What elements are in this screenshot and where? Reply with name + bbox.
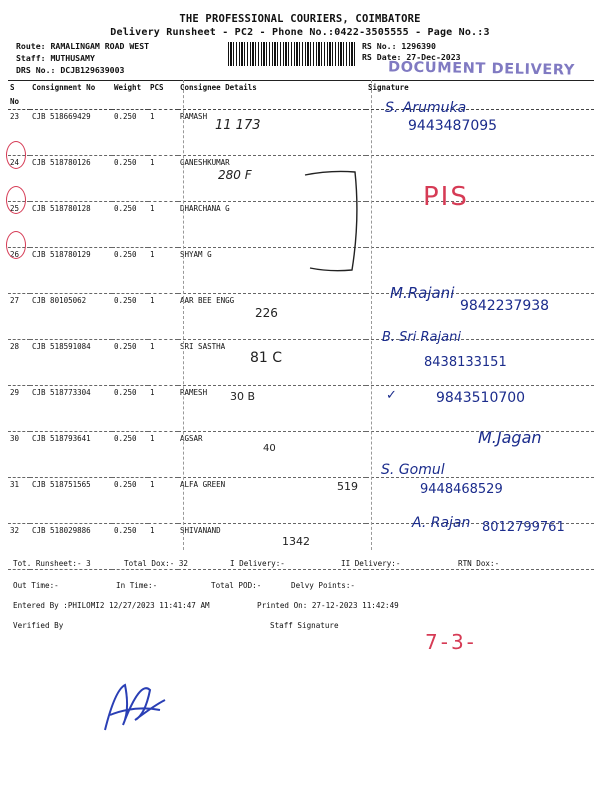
cell-weight: 0.250 — [112, 386, 148, 432]
handwritten-signature: M.Rajani — [390, 284, 455, 302]
handwritten-address: 1342 — [282, 535, 310, 548]
barcode — [228, 42, 356, 66]
handwritten-address: 81 C — [250, 350, 283, 366]
cell-weight: 0.250 — [112, 478, 148, 524]
rtn-dox: RTN Dox:- — [458, 559, 500, 568]
column-divider — [183, 80, 184, 550]
route-label: Route: RAMALINGAM ROAD WEST — [16, 41, 150, 51]
cell-consignee: RAMASH — [178, 110, 366, 156]
handwritten-bracket — [300, 140, 370, 280]
cell-consignee: AAR BEE ENGG — [178, 294, 366, 340]
handwritten-address: 40 — [263, 443, 276, 454]
handwritten-address: 30 B — [230, 390, 256, 403]
entered-by: Entered By :PHILOMI2 12/27/2023 11:41:47 AM — [13, 601, 210, 610]
cell-sno: 23 — [8, 110, 30, 156]
cell-consignment: CJB 518773304 — [30, 386, 112, 432]
cell-weight: 0.250 — [112, 294, 148, 340]
handwritten-phone: 9443487095 — [408, 118, 498, 134]
runsheet-subtitle: Delivery Runsheet - PC2 - Phone No.:0422-3505555 - Page No.:3 — [110, 27, 490, 38]
cell-pcs: 1 — [148, 478, 178, 524]
cell-weight: 0.250 — [112, 156, 148, 202]
table-row — [8, 478, 594, 524]
handwritten-address: 280 F — [218, 168, 252, 182]
cell-consignee: SHIVANAND — [178, 524, 366, 570]
cell-pcs: 1 — [148, 386, 178, 432]
cell-consignee: RAMESH — [178, 386, 366, 432]
cell-weight: 0.250 — [112, 524, 148, 570]
total-pod: Total POD:- — [211, 581, 262, 590]
cell-signature — [366, 202, 594, 248]
cell-pcs: 1 — [148, 248, 178, 294]
col-signature: Signature — [366, 81, 594, 110]
cell-weight: 0.250 — [112, 432, 148, 478]
printed-on: Printed On: 27-12-2023 11:42:49 — [257, 601, 399, 610]
col-consignment: Consignment No — [30, 81, 112, 110]
cell-consignment: CJB 518669429 — [30, 110, 112, 156]
cell-sno: 24 — [8, 156, 30, 202]
handwritten-phone: 8012799761 — [482, 520, 565, 535]
handwritten-name: A. Rajan — [412, 515, 471, 531]
cell-consignee: DHARCHANA G — [178, 202, 366, 248]
cell-pcs: 1 — [148, 340, 178, 386]
ii-delivery: II Delivery:- — [341, 559, 401, 568]
cell-consignment: CJB 518780128 — [30, 202, 112, 248]
cell-sno: 31 — [8, 478, 30, 524]
handwritten-signature: S. Gomul — [381, 462, 445, 478]
cell-weight: 0.250 — [112, 248, 148, 294]
cell-weight: 0.250 — [112, 202, 148, 248]
handwritten-address: 519 — [337, 480, 358, 493]
handwritten-signature: M.Jagan — [478, 428, 542, 447]
cell-pcs: 1 — [148, 156, 178, 202]
handwritten-phone: 9448468529 — [420, 482, 503, 497]
i-delivery: I Delivery:- — [230, 559, 285, 568]
staff-signature-label: Staff Signature — [270, 621, 339, 630]
handwritten-address: 11 173 — [215, 118, 261, 133]
cell-consignee: SHYAM G — [178, 248, 366, 294]
red-circle-mark — [6, 186, 26, 214]
rs-date: RS Date: 27-Dec-2023 — [362, 52, 461, 62]
document-delivery-stamp: DOCUMENT DELIVERY — [387, 59, 576, 79]
tot-runsheet: Tot. Runsheet:- 3 — [13, 559, 91, 568]
handwritten-signature: S. Arumuka — [385, 100, 467, 116]
col-pcs: PCS — [148, 81, 178, 110]
cell-sno: 29 — [8, 386, 30, 432]
cell-pcs: 1 — [148, 294, 178, 340]
cell-sno: 30 — [8, 432, 30, 478]
staff-signature-scribble — [95, 670, 175, 740]
handwritten-address: 226 — [255, 306, 278, 320]
col-weight: Weight — [112, 81, 148, 110]
handwritten-check: ✓ — [386, 388, 397, 403]
cell-sno: 27 — [8, 294, 30, 340]
cell-sno: 32 — [8, 524, 30, 570]
handwritten-pls: PIS — [423, 182, 469, 212]
delvy-points: Delvy Points:- — [291, 581, 356, 590]
staff-label: Staff: MUTHUSAMY — [16, 53, 95, 63]
out-time: Out Time:- — [13, 581, 59, 590]
cell-weight: 0.250 — [112, 340, 148, 386]
cell-consignment: CJB 518793641 — [30, 432, 112, 478]
column-divider — [371, 80, 372, 550]
cell-consignee: GANESHKUMAR — [178, 156, 366, 202]
handwritten-phone: 9843510700 — [436, 390, 526, 406]
cell-sno: 25 — [8, 202, 30, 248]
col-consignee: Consignee Details — [178, 81, 366, 110]
total-dox: Total Dox:- 32 — [124, 559, 189, 568]
cell-consignee: ALFA GREEN — [178, 478, 366, 524]
cell-consignment: CJB 518029886 — [30, 524, 112, 570]
red-circle-mark — [6, 231, 26, 259]
cell-pcs: 1 — [148, 524, 178, 570]
cell-consignee: SRI SASTHA — [178, 340, 366, 386]
cell-consignment: CJB 518751565 — [30, 478, 112, 524]
in-time: In Time:- — [116, 581, 158, 590]
verified-by: Verified By — [13, 621, 64, 630]
handwritten-phone: 9842237938 — [460, 298, 550, 314]
cell-consignee: AGSAR — [178, 432, 366, 478]
cell-weight: 0.250 — [112, 110, 148, 156]
cell-consignment: CJB 80105062 — [30, 294, 112, 340]
cell-pcs: 1 — [148, 202, 178, 248]
red-circle-mark — [6, 141, 26, 169]
cell-consignment: CJB 518591084 — [30, 340, 112, 386]
cell-consignment: CJB 518780126 — [30, 156, 112, 202]
table-header-row — [8, 81, 594, 110]
cell-consignment: CJB 518780129 — [30, 248, 112, 294]
cell-sno: 28 — [8, 340, 30, 386]
drs-label: DRS No.: DCJB129639003 — [16, 65, 125, 75]
handwritten-page-mark: 7-3- — [425, 630, 477, 654]
cell-signature — [366, 156, 594, 202]
handwritten-signature: B. Sri Rajani — [382, 330, 461, 345]
cell-pcs: 1 — [148, 110, 178, 156]
cell-sno: 26 — [8, 248, 30, 294]
handwritten-phone: 8438133151 — [424, 355, 507, 370]
company-title: THE PROFESSIONAL COURIERS, COIMBATORE — [179, 13, 421, 25]
cell-pcs: 1 — [148, 432, 178, 478]
col-sno: S No — [8, 81, 30, 110]
rs-number: RS No.: 1296390 — [362, 41, 436, 51]
